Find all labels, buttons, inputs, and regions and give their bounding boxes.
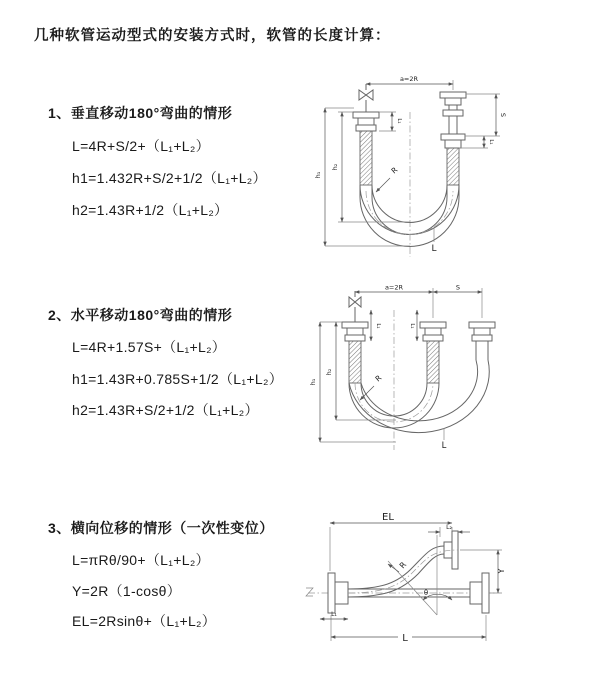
label-l1: L₁	[488, 139, 494, 145]
dimension-l1	[320, 611, 348, 619]
dimension-el	[330, 512, 452, 571]
label-l1: L₁	[331, 611, 337, 618]
valve-icon	[349, 291, 361, 322]
diagram-horizontal-180-bend	[308, 282, 553, 457]
valve-icon	[359, 84, 373, 114]
label-a2r: a=2R	[384, 283, 404, 292]
label-l1: L₁	[409, 323, 415, 329]
braided-hose-section	[349, 341, 361, 383]
section-2-heading: 2、水平移动180°弯曲的情形	[48, 307, 233, 323]
doc-title: 几种软管运动型式的安装方式时，软管的长度计算：	[34, 28, 391, 44]
label-a2r: a=2R	[399, 75, 419, 83]
label-theta: θ	[423, 589, 429, 597]
label-l: L	[402, 633, 408, 644]
label-l: L	[441, 441, 447, 451]
label-h1: h₁	[314, 171, 322, 179]
label-r: R	[389, 165, 400, 176]
section-3-heading: 3、横向位移的情形（一次性变位）	[48, 520, 274, 536]
section-2-formula-3: h2=1.43R+S/2+1/2（L₁+L₂）	[72, 402, 259, 418]
label-s: S	[499, 112, 507, 118]
section-2-formula-1: L=4R+1.57S+（L₁+L₂）	[72, 339, 227, 355]
section-3-formula-1: L=πRθ/90+（L₁+L₂）	[72, 552, 210, 568]
radius-callout	[376, 165, 399, 192]
diagram-vertical-180-bend	[310, 70, 545, 260]
braided-hose-section	[360, 131, 372, 185]
label-el: EL	[382, 512, 394, 523]
label-l: L	[431, 244, 437, 254]
label-r: R	[397, 560, 409, 571]
u-bend-hose	[360, 185, 459, 247]
label-l2: L₂	[446, 524, 452, 531]
label-l1: L₁	[396, 118, 402, 124]
dimension-l-bottom	[442, 428, 447, 451]
left-pipe-assembly	[342, 322, 368, 383]
section-1-formula-2: h1=1.432R+S/2+1/2（L₁+L₂）	[72, 170, 267, 186]
upper-flange-displaced	[444, 531, 458, 569]
middle-pipe-assembly	[420, 322, 446, 383]
angle-construction	[388, 535, 452, 615]
label-r: R	[373, 373, 384, 384]
dimension-l1-left	[379, 112, 402, 131]
z-mark	[306, 588, 313, 596]
label-y: Y	[497, 568, 506, 574]
dimension-s	[465, 94, 507, 136]
dimension-l-bottom	[331, 615, 486, 644]
label-h2: h₂	[325, 368, 333, 376]
label-h2: h₂	[331, 163, 339, 171]
braided-hose-section	[427, 341, 439, 383]
dimension-l1-left	[371, 310, 381, 341]
radius-callout	[388, 560, 409, 572]
section-1-heading: 1、垂直移动180°弯曲的情形	[48, 105, 233, 121]
section-3-formula-2: Y=2R（1-cosθ）	[72, 583, 182, 599]
section-1-formula-3: h2=1.43R+1/2（L₁+L₂）	[72, 202, 229, 218]
dimension-a-2r	[366, 75, 453, 90]
left-flange	[328, 573, 348, 613]
section-2-formula-2: h1=1.43R+0.785S+1/2（L₁+L₂）	[72, 371, 283, 387]
dimension-l1-mid	[409, 310, 417, 341]
dimension-l2	[428, 524, 470, 537]
braided-hose-section	[447, 148, 459, 185]
left-pipe-assembly	[353, 112, 379, 185]
right-flange	[470, 573, 489, 613]
dimension-s	[433, 284, 482, 319]
right-pipe-assembly	[440, 92, 466, 185]
section-3-formula-3: EL=2Rsinθ+（L₁+L₂）	[72, 613, 217, 629]
section-1-formula-1: L=4R+S/2+（L₁+L₂）	[72, 138, 210, 154]
label-h1: h₁	[309, 378, 317, 386]
right-pipe-assembly	[469, 322, 495, 360]
label-s: S	[455, 283, 461, 292]
diagram-lateral-displacement	[300, 505, 600, 655]
label-l1: L₁	[375, 323, 381, 329]
